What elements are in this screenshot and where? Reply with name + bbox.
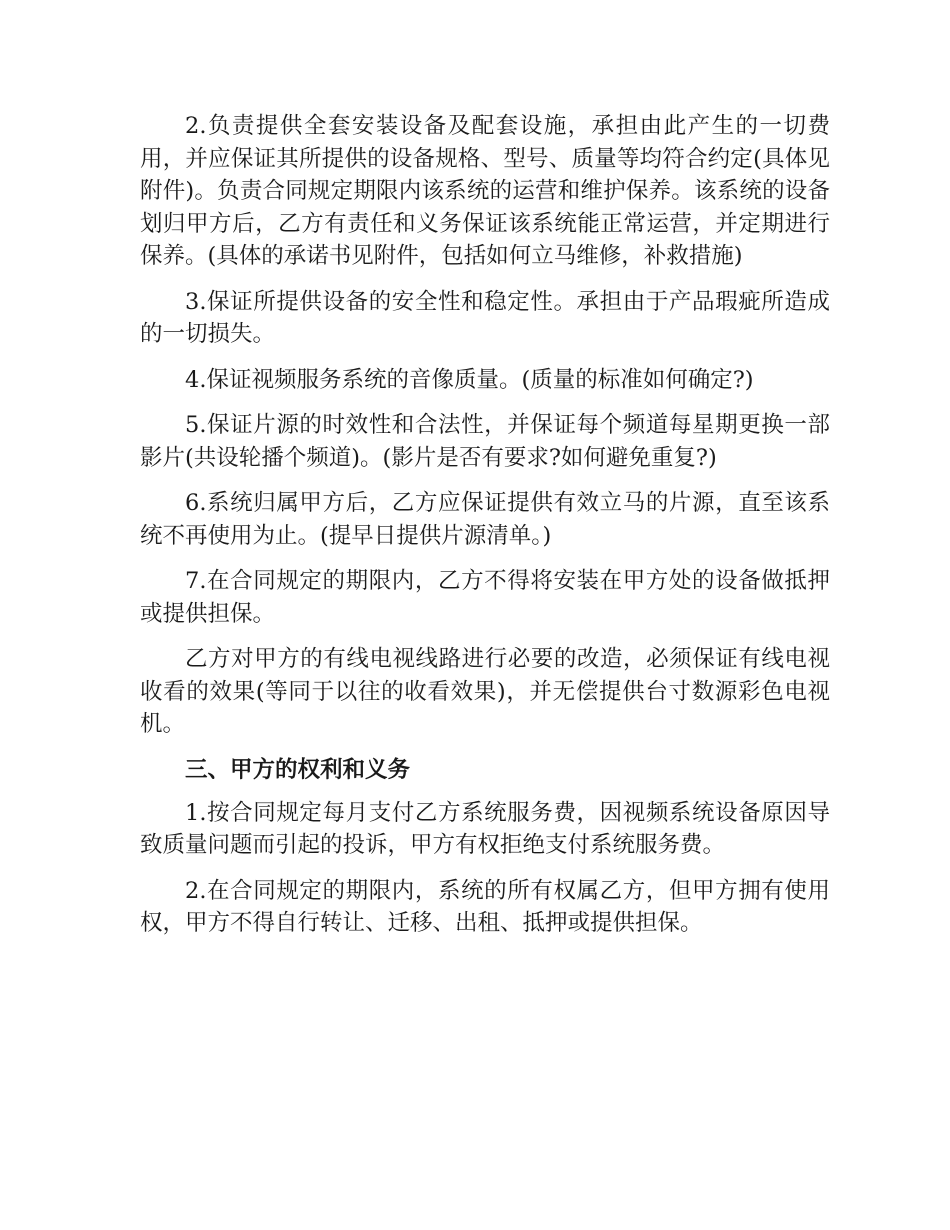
clause-7-collateral: 7.在合同规定的期限内，乙方不得将安装在甲方处的设备做抵押或提供担保。 [140,568,830,627]
clause-5-film-source: 5.保证片源的时效性和合法性，并保证每个频道每星期更换一部影片(共设轮播个频道)。(影片是否有要求?如何避免重复?) [140,412,830,471]
document-page [140,110,830,953]
clause-4-quality: 4.保证视频服务系统的音像质量。(质量的标准如何确定?) [185,366,754,393]
clause-3-safety: 3.保证所提供设备的安全性和稳定性。承担由于产品瑕疵所造成的一切损失。 [140,288,830,347]
section-heading: 三、甲方的权利和义务 [185,756,411,783]
section-clause-1-payment: 1.按合同规定每月支付乙方系统服务费，因视频系统设备原因导致质量问题而引起的投诉，甲方有权拒绝支付系统服务费。 [140,799,830,858]
clause-cable-tv: 乙方对甲方的有线电视线路进行必要的改造，必须保证有线电视收看的效果(等同于以往的收看效果)，并无偿提供台寸数源彩色电视机。 [140,646,830,737]
section-clause-2-ownership: 2.在合同规定的期限内，系统的所有权属乙方，但甲方拥有使用权，甲方不得自行转让、迁移、出租、抵押或提供担保。 [140,877,830,936]
clause-2-equipment: 2.负责提供全套安装设备及配套设施，承担由此产生的一切费用，并应保证其所提供的设备规格、型号、质量等均符合约定(具体见附件)。负责合同规定期限内该系统的运营和维护保养。该系统的设备划归甲方后，乙方有责任和义务保证该系统能正常运营，并定期进行保养。(具体的承诺书见附件，包括如何立马维修，补救措施) [140,113,830,269]
clause-6-ownership: 6.系统归属甲方后，乙方应保证提供有效立马的片源，直至该系统不再使用为止。(提早日提供片源清单。) [140,490,830,549]
